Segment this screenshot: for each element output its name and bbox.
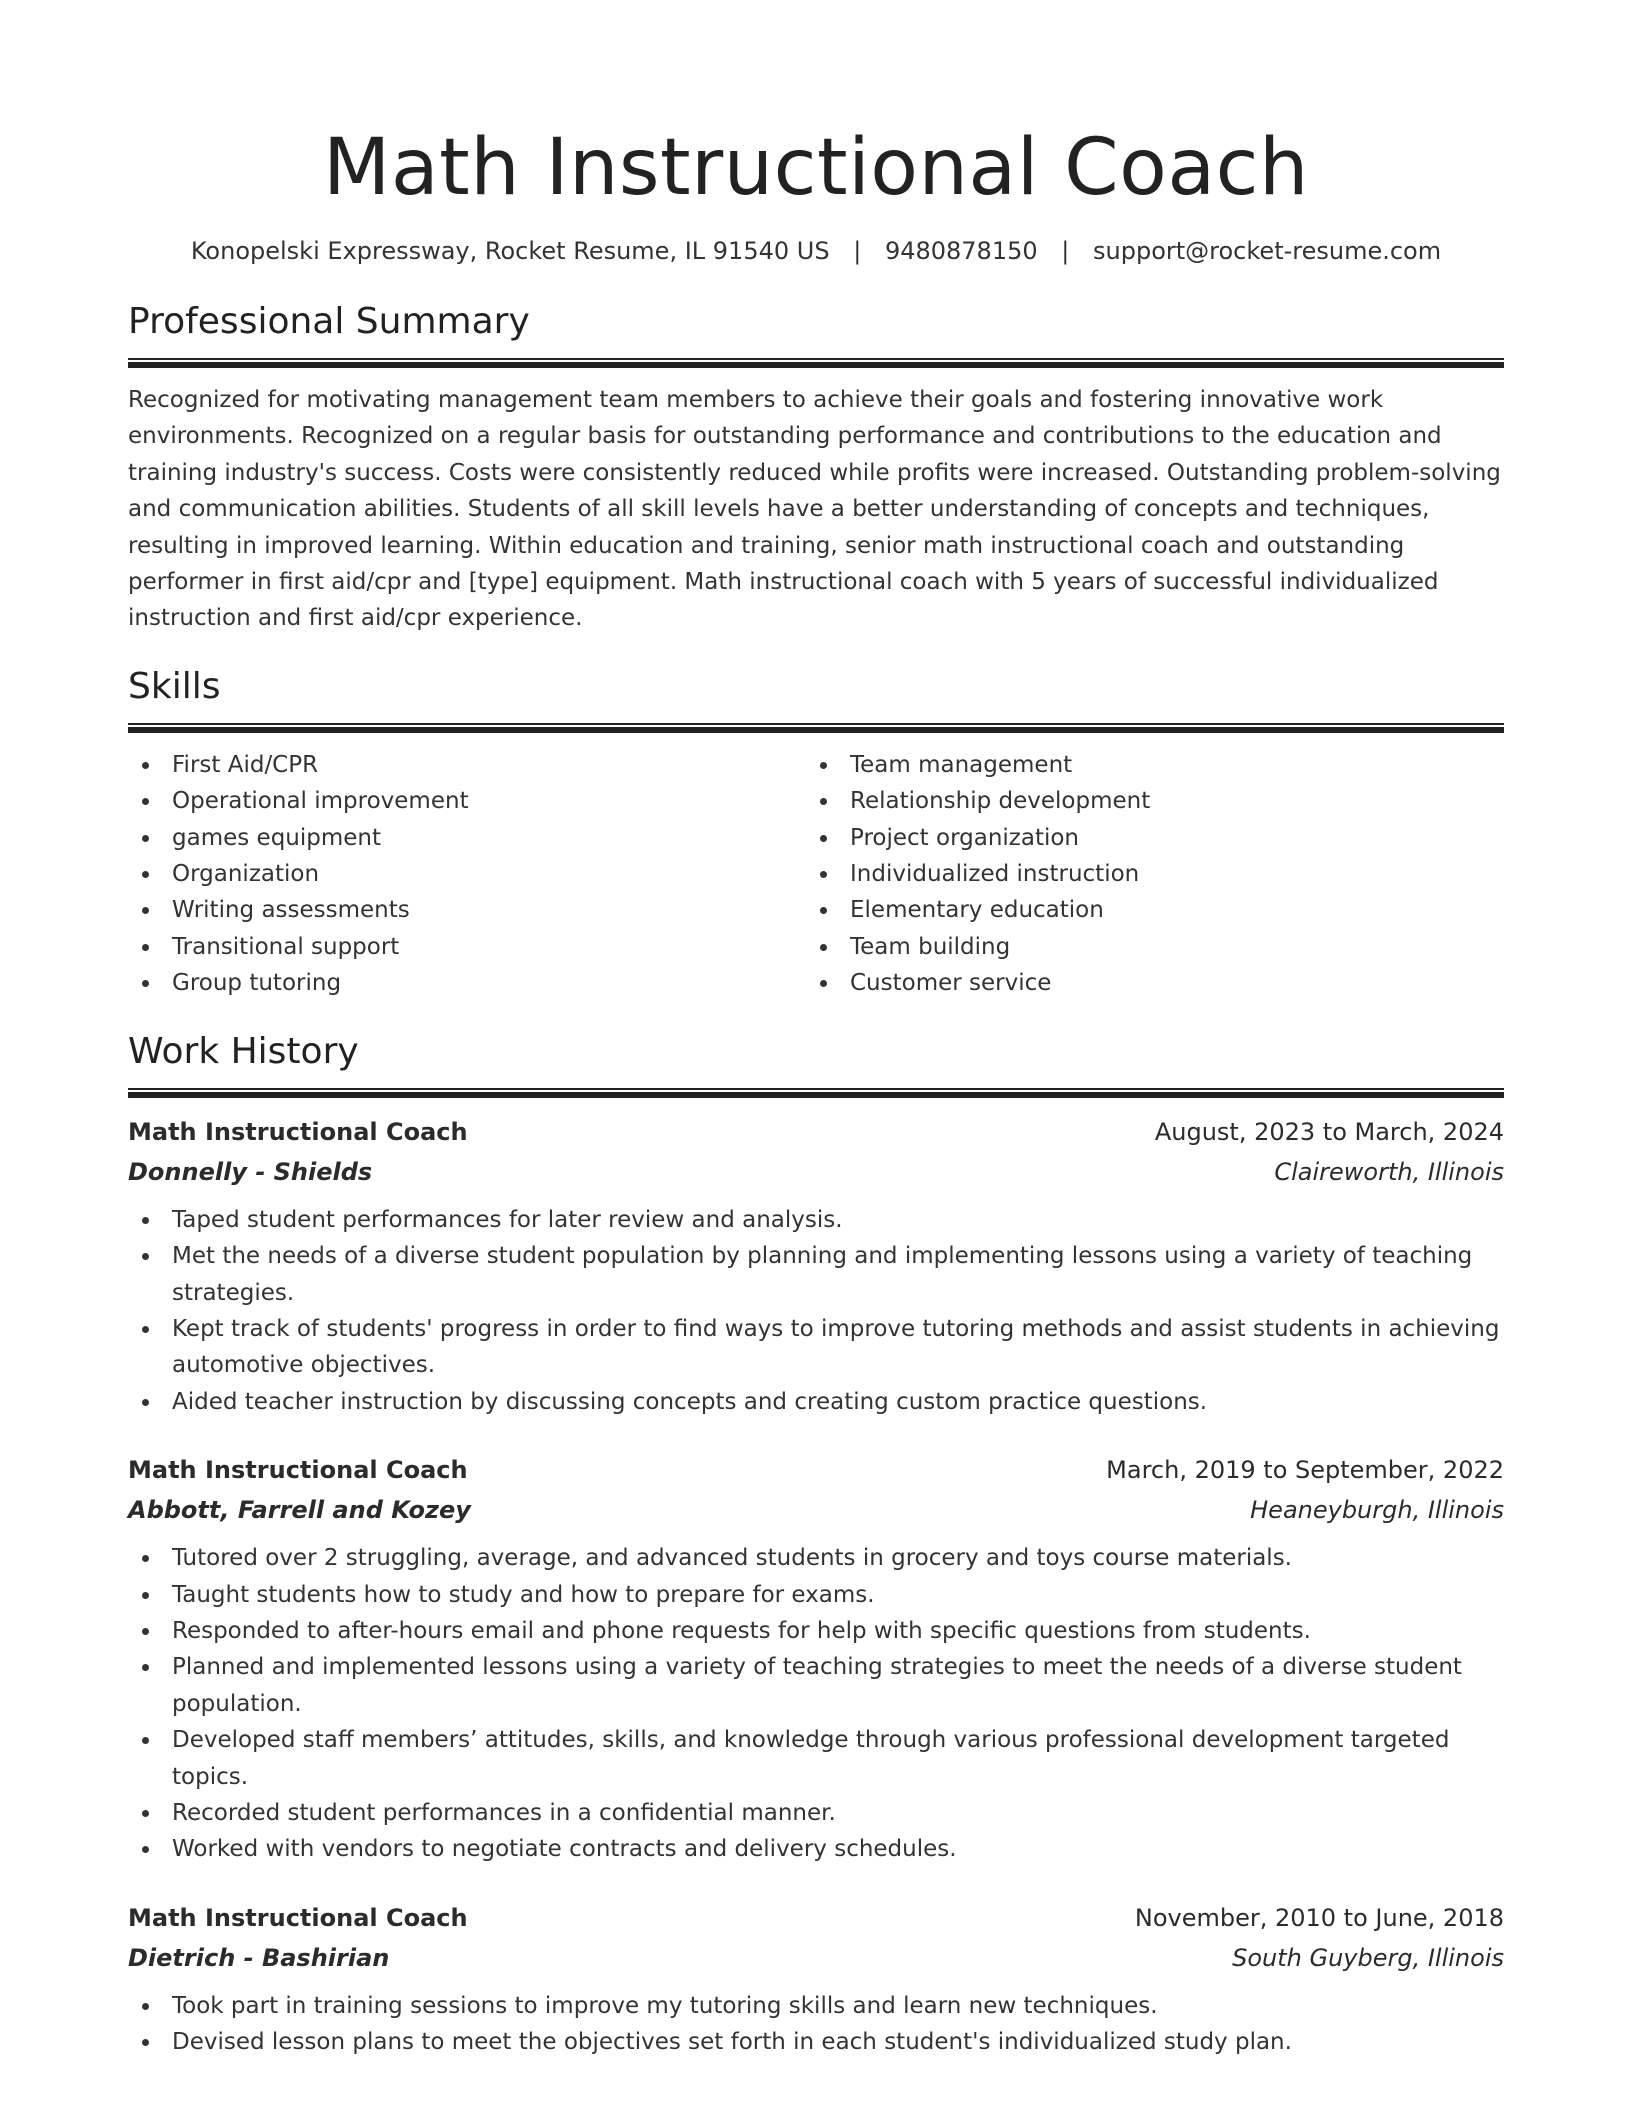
skill-item: Project organization [806,820,1484,856]
job-dates: August, 2023 to March, 2024 [1154,1117,1504,1146]
skills-section [128,663,1504,1002]
job-company: Donnelly - Shields [128,1157,373,1186]
contact-separator: | [853,237,862,265]
skill-item: Group tutoring [128,965,806,1001]
skill-item: Organization [128,856,806,892]
skill-item: Individualized instruction [806,856,1484,892]
job-entry [128,1112,1504,1420]
skill-item: Operational improvement [128,783,806,819]
summary-text: Recognized for motivating management team members to achieve their goals and fostering innovative work environments. Recognized on a regular basis for outstanding performance and contributions to the education and training industry's success. Costs were consistently reduced while profits were increased. Outstanding problem-solving and communication abilities. Students of all skill levels have a better understanding of concepts and techniques, resulting in improved learning. Within education and training, senior math instructional coach and outstanding performer in first aid/cpr and [type] equipment. Math instructional coach with 5 years of successful individualized instruction and first aid/cpr experience. [128,387,1501,632]
job-bullet: Recorded student performances in a confidential manner. [128,1795,1504,1831]
skill-item: games equipment [128,820,806,856]
job-header-row [128,1450,1504,1490]
job-bullet: Tutored over 2 struggling, average, and advanced students in grocery and toys course materials. [128,1540,1504,1576]
section-divider [128,723,1504,733]
section-title-summary: Professional Summary [128,301,530,342]
section-title-skills: Skills [128,665,221,707]
job-location: Claireworth, Illinois [1274,1157,1504,1186]
job-entry [128,1898,1504,2061]
professional-summary-section [128,298,1504,637]
job-company-row [128,1152,1504,1192]
job-bullet: Taped student performances for later review and analysis. [128,1202,1504,1238]
job-bullets [128,1540,1504,1868]
skills-column-right [806,747,1484,1002]
job-bullets [128,1202,1504,1420]
job-title: Math Instructional Coach [128,1903,468,1932]
job-bullet: Aided teacher instruction by discussing concepts and creating custom practice questions. [128,1384,1504,1420]
section-title-work-history: Work History [128,1030,359,1072]
resume-page [128,0,1504,2061]
contact-line [128,234,1504,268]
job-bullet: Worked with vendors to negotiate contracts and delivery schedules. [128,1831,1504,1867]
work-history-section [128,1028,1504,2061]
job-bullet: Took part in training sessions to improve my tutoring skills and learn new techniques. [128,1988,1504,2024]
job-dates: March, 2019 to September, 2022 [1106,1456,1504,1485]
job-bullets [128,1988,1504,2061]
job-location: South Guyberg, Illinois [1232,1943,1504,1972]
skill-item: Writing assessments [128,892,806,928]
contact-email: support@rocket-resume.com [1093,237,1442,265]
job-company-row [128,1490,1504,1530]
job-location: Heaneyburgh, Illinois [1250,1496,1504,1525]
job-header-row [128,1898,1504,1938]
job-header-row [128,1112,1504,1152]
skills-grid [128,747,1504,1002]
skill-item: Transitional support [128,929,806,965]
section-divider [128,1088,1504,1098]
job-bullet: Responded to after-hours email and phone requests for help with specific questions from students. [128,1613,1504,1649]
job-bullet: Planned and implemented lessons using a variety of teaching strategies to meet the needs of a diverse student population. [128,1649,1504,1722]
job-bullet: Taught students how to study and how to prepare for exams. [128,1577,1504,1613]
skill-item: Team building [806,929,1484,965]
section-divider [128,358,1504,368]
job-bullet: Kept track of students' progress in order to find ways to improve tutoring methods and assist students in achieving automotive objectives. [128,1311,1504,1384]
skill-item: First Aid/CPR [128,747,806,783]
job-bullet: Met the needs of a diverse student population by planning and implementing lessons using a variety of teaching strategies. [128,1238,1504,1311]
job-company-row [128,1938,1504,1978]
job-company: Dietrich - Bashirian [128,1943,390,1972]
contact-separator: | [1061,237,1070,265]
job-title: Math Instructional Coach [128,1117,468,1146]
resume-name: Math Instructional Coach [323,123,1309,213]
job-dates: November, 2010 to June, 2018 [1134,1903,1504,1932]
skill-item: Customer service [806,965,1484,1001]
job-bullet: Devised lesson plans to meet the objectives set forth in each student's individualized study plan. [128,2024,1504,2060]
job-entry [128,1450,1504,1868]
skills-column-left [128,747,806,1002]
skill-item: Elementary education [806,892,1484,928]
skill-item: Relationship development [806,783,1484,819]
skill-item: Team management [806,747,1484,783]
job-bullet: Developed staff members’ attitudes, skills, and knowledge through various professional development targeted topics. [128,1722,1504,1795]
job-title: Math Instructional Coach [128,1456,468,1485]
contact-address: Konopelski Expressway, Rocket Resume, IL 91540 US [190,237,830,265]
contact-phone: 9480878150 [884,237,1038,265]
job-company: Abbott, Farrell and Kozey [128,1496,471,1525]
